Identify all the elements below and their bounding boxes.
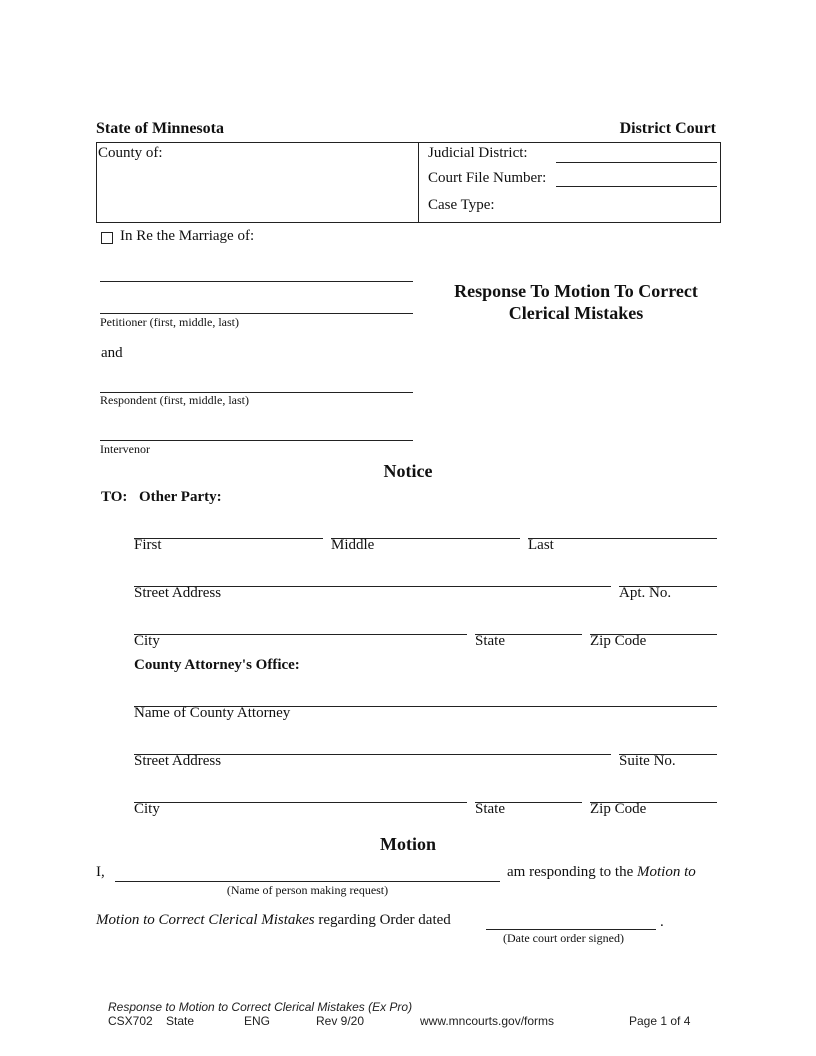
last-name-field[interactable] (528, 538, 717, 539)
ca-city-label: City (134, 801, 160, 817)
petitioner-line-1[interactable] (100, 281, 413, 282)
petitioner-line-2[interactable] (100, 313, 413, 314)
other-party-label: Other Party: (139, 489, 222, 505)
court-file-number-field[interactable] (556, 186, 717, 187)
judicial-district-label: Judicial District: (428, 145, 528, 161)
ca-street-address-label: Street Address (134, 753, 222, 769)
marriage-checkbox[interactable] (101, 232, 113, 244)
apt-label: Apt. No. (619, 585, 672, 601)
footer-jurisdiction: State (166, 1014, 195, 1028)
court-file-number-label: Court File Number: (428, 170, 547, 186)
responding-text: am responding to the (507, 864, 634, 880)
order-date-hint: (Date court order signed) (503, 931, 624, 945)
ca-city-field[interactable] (134, 802, 467, 803)
last-label: Last (528, 537, 554, 553)
middle-label: Middle (331, 537, 375, 553)
motion-title-italic: Motion to Correct Clerical Mistakes (96, 912, 315, 928)
ca-zip-label: Zip Code (590, 801, 647, 817)
intervenor-label: Intervenor (100, 442, 150, 456)
county-attorney-heading: County Attorney's Office: (134, 657, 300, 673)
state-label: State (475, 633, 505, 649)
footer-revision: Rev 9/20 (316, 1014, 365, 1028)
street-address-label: Street Address (134, 585, 222, 601)
respondent-label: Respondent (first, middle, last) (100, 393, 249, 407)
footer-page-number: Page 1 of 4 (629, 1014, 691, 1028)
order-date-field[interactable] (486, 929, 656, 930)
requester-name-field[interactable] (115, 881, 500, 882)
footer-language: ENG (244, 1014, 271, 1028)
judicial-district-field[interactable] (556, 162, 717, 163)
footer-form-title: Response to Motion to Correct Clerical Mistakes (Ex Pro) (108, 1000, 413, 1014)
caption-divider (418, 142, 419, 222)
regarding-text: regarding Order dated (318, 912, 451, 928)
intervenor-line[interactable] (100, 440, 413, 441)
requester-name-hint: (Name of person making request) (226, 883, 389, 897)
marriage-label: In Re the Marriage of: (120, 228, 255, 244)
i-label: I, (96, 864, 105, 880)
footer-website: www.mncourts.gov/forms (420, 1014, 555, 1028)
petitioner-label: Petitioner (first, middle, last) (100, 315, 239, 329)
suite-label: Suite No. (619, 753, 676, 769)
document-title-line1: Response To Motion To Correct (454, 281, 698, 301)
responding-sentence (507, 864, 696, 881)
and-label: and (101, 345, 123, 361)
county-attorney-name-label: Name of County Attorney (134, 705, 291, 721)
document-title-line2: Clerical Mistakes (508, 303, 644, 323)
motion-line2 (96, 912, 451, 929)
county-label: County of: (98, 145, 163, 161)
first-name-field[interactable] (134, 538, 323, 539)
first-label: First (134, 537, 162, 553)
case-type-label: Case Type: (428, 197, 495, 213)
state-heading: State of Minnesota (96, 120, 224, 137)
city-label: City (134, 633, 160, 649)
motion-heading: Motion (380, 834, 436, 854)
ca-state-label: State (475, 801, 505, 817)
to-label: TO: (101, 489, 128, 505)
city-field[interactable] (134, 634, 467, 635)
caption-box (96, 142, 721, 223)
notice-heading: Notice (383, 461, 433, 481)
zip-label: Zip Code (590, 633, 647, 649)
motion-to-text: Motion to (636, 864, 696, 880)
period: . (660, 914, 664, 930)
court-heading: District Court (619, 120, 716, 137)
footer-form-code: CSX702 (108, 1014, 153, 1028)
